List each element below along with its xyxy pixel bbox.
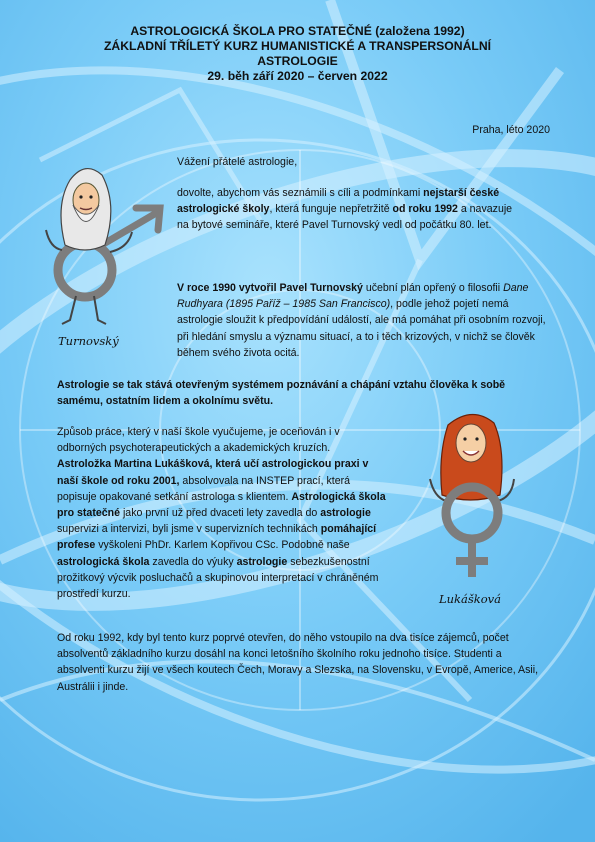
paragraph-highlight: Astrologie se tak stává otevřeným systémem poznávání a chápání vztahu člověka k sobě samému, ostatním lidem a okolnímu světu. bbox=[57, 379, 506, 408]
document-title bbox=[40, 24, 555, 84]
paragraph-intro: dovolte, abychom vás seznámili s cíli a podmínkami nejstarší české astrologické školy, která funguje nepřetržitě od roku 1992 a navazuje na bytové semináře, které Pavel Turnovský vedl od počátku 80. let. bbox=[177, 187, 513, 232]
paragraph-statistics: Od roku 1992, kdy byl tento kurz poprvé otevřen, do něho vstoupilo na dva tisíce zájemců, počet absolventů základního kurzu dosáhl na konci letošního školního roku jednoho tisíce. Studenti a absolventi kurzu žijí ve všech koutech Čech, Moravy a Slezska, na Slovensku, v Evropě, Americe, Asii, Austrálii i jinde. bbox=[57, 632, 539, 693]
title-line-4: 29. běh září 2020 – červen 2022 bbox=[207, 69, 388, 83]
turnovsky-caricature bbox=[40, 160, 175, 340]
paragraph-history: V roce 1990 vytvořil Pavel Turnovský učební plán opřený o filosofii Dane Rudhyara (1895 Paříž – 1985 San Francisco), podle jehož pojetí nemá astrologie sloužit k předpovídání událostí, ale má pomáhat při osobním rozvoji, při hledání smyslu a významu situací, a to i těch krizových, v nichž se člověk během svého života ocitá. bbox=[177, 282, 546, 359]
lukaskova-caricature bbox=[420, 405, 525, 590]
place-date: Praha, léto 2020 bbox=[472, 124, 550, 136]
paragraph-method: Způsob práce, který v naší škole vyučujeme, je oceňován i v odborných psychoterapeutických a akademických kruzích. Astroložka Martina Lukášková, která učí astrologickou praxi v naší škole od roku 2001, absolvovala na INSTEP prací, která popisuje opakované setkání astrologa s klientem. Astrologická škola pro statečné jako první už před dvaceti lety zavedla do astrologie supervizi a intervizi, byli jsme v supervizních technikách pomáhající profese vyškoleni PhDr. Karlem Kopřivou CSc. Podobně naše astrologická škola zavedla do výuky astrologie sebezkušenostní prožitkový výcvik posluchačů a skupinovou interpretací v chráněném prostředí kurzu. bbox=[57, 426, 386, 601]
title-line-3: ASTROLOGIE bbox=[257, 54, 338, 68]
title-line-1: ASTROLOGICKÁ ŠKOLA PRO STATEČNÉ (založena 1992) bbox=[130, 24, 465, 38]
caption-lukaskova: Lukášková bbox=[439, 592, 502, 606]
caption-turnovsky: Turnovský bbox=[58, 334, 119, 348]
title-line-2: ZÁKLADNÍ TŘÍLETÝ KURZ HUMANISTICKÉ A TRANSPERSONÁLNÍ bbox=[103, 39, 492, 53]
greeting: Vážení přátelé astrologie, bbox=[177, 156, 298, 168]
